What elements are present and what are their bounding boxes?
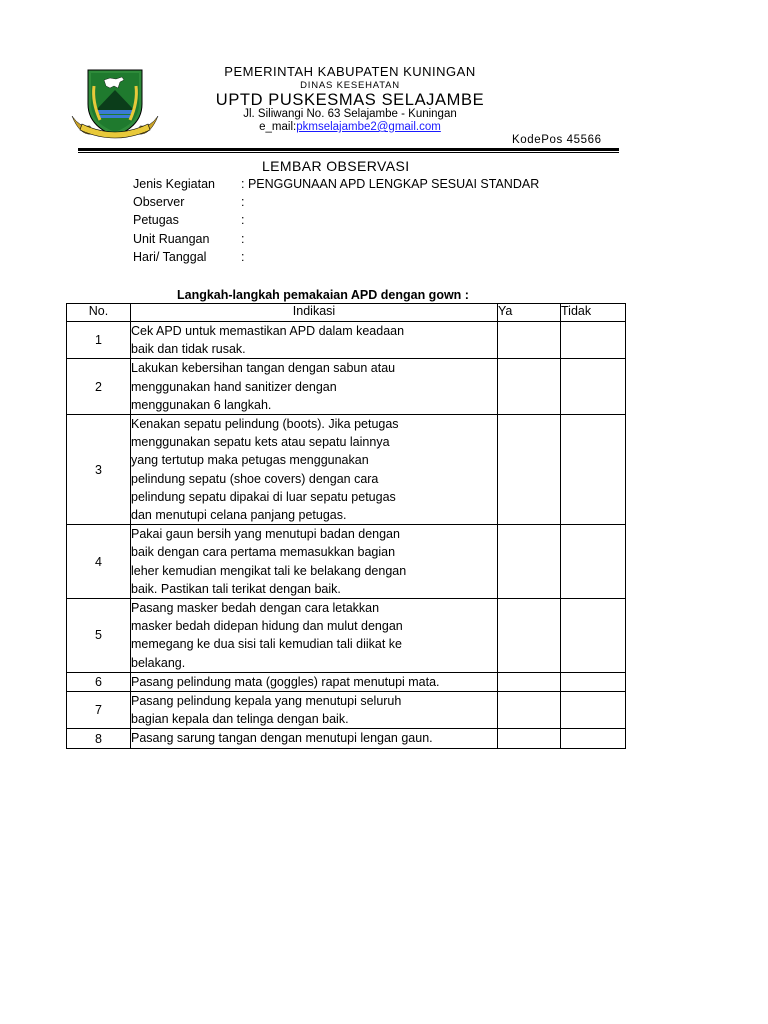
section-subtitle: Langkah-langkah pemakaian APD dengan gown :: [177, 288, 469, 302]
row-indikasi: [131, 599, 498, 673]
observation-table: [66, 303, 626, 749]
ya-check-cell[interactable]: [498, 359, 561, 415]
indikasi-line: menggunakan sepatu kets atau sepatu lainnya: [131, 435, 390, 450]
row-number: 7: [67, 692, 131, 729]
header-divider-thick: [78, 148, 619, 151]
column-header-tidak: Tidak: [561, 304, 626, 322]
indikasi-line: dan menutupi celana panjang petugas.: [131, 508, 347, 523]
table-row: [67, 322, 626, 359]
tidak-check-cell[interactable]: [561, 415, 626, 525]
indikasi-line: belakang.: [131, 655, 186, 670]
indikasi-line: baik. Pastikan tali terikat dengan baik.: [131, 581, 341, 596]
indikasi-line: Cek APD untuk memastikan APD dalam keadaan: [131, 324, 405, 338]
table-row: [67, 359, 626, 415]
column-header-indikasi: Indikasi: [131, 304, 498, 322]
table-body: [67, 322, 626, 749]
column-header-no: No.: [67, 304, 131, 322]
ya-check-cell[interactable]: [498, 729, 561, 748]
ya-check-cell[interactable]: [498, 672, 561, 691]
meta-value-petugas: :: [241, 213, 245, 227]
indikasi-line: masker bedah didepan hidung dan mulut dengan: [131, 619, 403, 634]
indikasi-line: leher kemudian mengikat tali ke belakang dengan: [131, 563, 407, 578]
row-number: 6: [67, 672, 131, 691]
row-indikasi: [131, 415, 498, 525]
row-number: 2: [67, 359, 131, 415]
meta-label-unit-ruangan: Unit Ruangan: [133, 232, 210, 246]
row-number: 4: [67, 525, 131, 599]
row-number: 1: [67, 322, 131, 359]
unit-name: UPTD PUSKESMAS SELAJAMBE: [215, 91, 485, 109]
address: Jl. Siliwangi No. 63 Selajambe - Kuningan: [243, 108, 457, 120]
indikasi-line: memegang ke dua sisi tali kemudian tali diikat ke: [131, 637, 402, 652]
indikasi-line: Pasang pelindung kepala yang menutupi seluruh: [131, 694, 402, 709]
indikasi-line: Pakai gaun bersih yang menutupi badan dengan: [131, 527, 400, 542]
meta-label-hari-tanggal: Hari/ Tanggal: [133, 250, 207, 264]
ya-check-cell[interactable]: [498, 692, 561, 729]
row-number: 5: [67, 599, 131, 673]
tidak-check-cell[interactable]: [561, 692, 626, 729]
table-row: [67, 692, 626, 729]
column-header-ya: Ya: [498, 304, 561, 322]
row-number: 3: [67, 415, 131, 525]
indikasi-line: Pasang pelindung mata (goggles) rapat menutupi mata.: [131, 674, 440, 689]
tidak-check-cell[interactable]: [561, 359, 626, 415]
indikasi-line: yang tertutup maka petugas menggunakan: [131, 453, 369, 468]
row-indikasi: [131, 359, 498, 415]
indikasi-line: Kenakan sepatu pelindung (boots). Jika petugas: [131, 417, 399, 432]
meta-value-unit-ruangan: :: [241, 232, 245, 246]
table-row: [67, 599, 626, 673]
tidak-check-cell[interactable]: [561, 599, 626, 673]
tidak-check-cell[interactable]: [561, 729, 626, 748]
indikasi-line: bagian kepala dan telinga dengan baik.: [131, 712, 349, 727]
row-indikasi: [131, 322, 498, 359]
table-header-row: [67, 304, 626, 322]
row-number: 8: [67, 729, 131, 748]
header-divider-thin: [78, 152, 619, 153]
tidak-check-cell[interactable]: [561, 322, 626, 359]
indikasi-line: pelindung sepatu (shoe covers) dengan cara: [131, 471, 379, 486]
tidak-check-cell[interactable]: [561, 672, 626, 691]
table-row: [67, 415, 626, 525]
meta-value-hari-tanggal: :: [241, 250, 245, 264]
tidak-check-cell[interactable]: [561, 525, 626, 599]
institution-name: PEMERINTAH KABUPATEN KUNINGAN: [224, 64, 476, 79]
page-title: LEMBAR OBSERVASI: [262, 158, 410, 174]
meta-value-observer: :: [241, 195, 245, 209]
table-row: [67, 729, 626, 748]
row-indikasi: [131, 525, 498, 599]
meta-label-observer: Observer: [133, 195, 185, 209]
indikasi-line: pelindung sepatu dipakai di luar sepatu petugas: [131, 489, 396, 504]
indikasi-line: Lakukan kebersihan tangan dengan sabun atau: [131, 361, 396, 376]
kuningan-regency-crest-icon: [70, 66, 160, 140]
postal-code: KodePos 45566: [512, 134, 602, 146]
row-indikasi: [131, 692, 498, 729]
meta-label-jenis-kegiatan: Jenis Kegiatan: [133, 177, 216, 191]
row-indikasi: [131, 672, 498, 691]
department-name: DINAS KESEHATAN: [300, 80, 400, 91]
meta-label-petugas: Petugas: [133, 213, 179, 227]
email-label: e_mail:: [259, 121, 297, 133]
email-link[interactable]: pkmselajambe2@gmail.com: [296, 121, 441, 133]
table-row: [67, 672, 626, 691]
email-line: [160, 121, 540, 133]
ya-check-cell[interactable]: [498, 322, 561, 359]
indikasi-line: baik dengan cara pertama memasukkan bagian: [131, 545, 396, 560]
ya-check-cell[interactable]: [498, 415, 561, 525]
indikasi-line: menggunakan hand sanitizer dengan: [131, 379, 337, 394]
ya-check-cell[interactable]: [498, 599, 561, 673]
row-indikasi: [131, 729, 498, 748]
ya-check-cell[interactable]: [498, 525, 561, 599]
table-row: [67, 525, 626, 599]
indikasi-line: Pasang sarung tangan dengan menutupi lengan gaun.: [131, 731, 433, 746]
indikasi-line: Pasang masker bedah dengan cara letakkan: [131, 601, 380, 616]
meta-value-jenis-kegiatan: : PENGGUNAAN APD LENGKAP SESUAI STANDAR: [241, 177, 540, 191]
indikasi-line: baik dan tidak rusak.: [131, 342, 246, 357]
indikasi-line: menggunakan 6 langkah.: [131, 397, 272, 412]
